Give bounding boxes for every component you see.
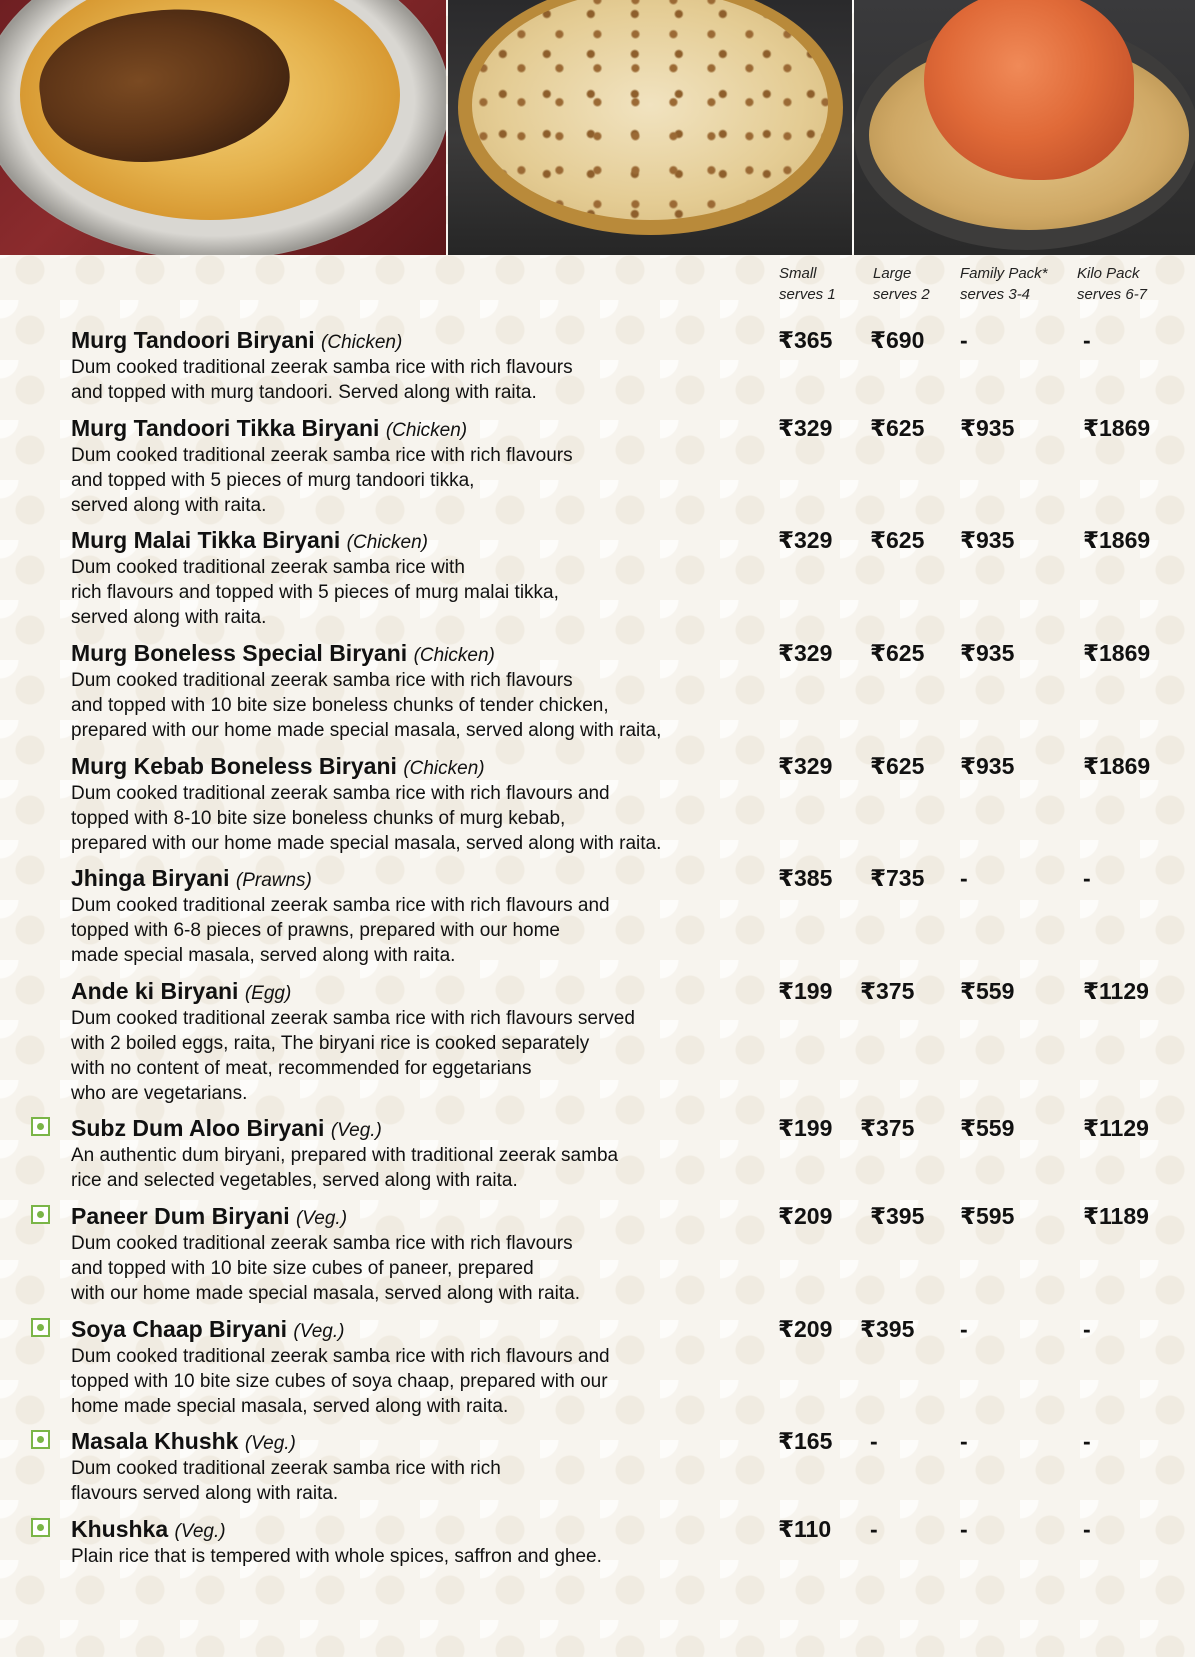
photo-strip — [0, 0, 1195, 255]
item-description-line: home made special masala, served along with raita. — [71, 1396, 509, 1417]
item-description — [71, 1456, 501, 1506]
price-kilo-pack: ₹1129 — [1083, 1115, 1149, 1141]
item-name: Khushka — [71, 1516, 169, 1542]
column-serves: serves 1 — [779, 286, 836, 303]
item-title — [71, 639, 495, 670]
item-description-line: topped with 6-8 pieces of prawns, prepared with our home — [71, 920, 560, 941]
price-kilo-pack: ₹1129 — [1083, 978, 1149, 1004]
item-description — [71, 781, 661, 856]
item-title — [71, 1427, 296, 1458]
item-name: Ande ki Biryani — [71, 978, 239, 1004]
veg-symbol-icon — [31, 1318, 50, 1337]
price-kilo-pack: - — [1083, 1316, 1091, 1342]
price-small: ₹329 — [778, 527, 833, 553]
item-description-line: prepared with our home made special masala, served along with raita. — [71, 833, 662, 854]
item-category: (Veg.) — [293, 1321, 345, 1342]
item-category: (Chicken) — [385, 420, 468, 441]
column-name: Family Pack* — [960, 265, 1048, 282]
item-title — [71, 1202, 347, 1233]
price-kilo-pack: - — [1083, 327, 1091, 353]
item-name: Soya Chaap Biryani — [71, 1316, 288, 1342]
price-large: ₹625 — [870, 640, 925, 666]
price-small: ₹385 — [778, 865, 833, 891]
item-title — [71, 1114, 382, 1145]
item-name: Murg Tandoori Tikka Biryani — [71, 415, 380, 441]
item-title — [71, 1315, 344, 1346]
item-category: (Chicken) — [321, 332, 403, 353]
price-small: ₹329 — [778, 640, 833, 666]
veg-symbol-icon — [31, 1117, 50, 1136]
column-name: Large — [873, 265, 912, 282]
price-family-pack: ₹935 — [960, 753, 1015, 779]
price-large: ₹735 — [870, 865, 925, 891]
price-kilo-pack: - — [1083, 1428, 1091, 1454]
price-small: ₹329 — [778, 415, 833, 441]
price-large: ₹395 — [870, 1203, 925, 1229]
item-description-line: and topped with murg tandoori. Served along with raita. — [71, 382, 537, 403]
item-description — [71, 555, 559, 630]
price-family-pack: - — [960, 1316, 968, 1342]
item-description-line: rich flavours and topped with 5 pieces of murg malai tikka, — [71, 582, 559, 603]
item-description — [71, 668, 661, 743]
price-family-pack: - — [960, 327, 968, 353]
item-title — [71, 977, 291, 1008]
price-large: ₹625 — [870, 415, 925, 441]
item-description-line: rice and selected vegetables, served along with raita. — [71, 1170, 518, 1191]
item-category: (Chicken) — [413, 645, 495, 666]
item-description-line: flavours served along with raita. — [71, 1483, 339, 1504]
price-small: ₹209 — [778, 1203, 833, 1229]
item-description — [71, 1143, 618, 1193]
item-description-line: topped with 8-10 bite size boneless chunks of murg kebab, — [71, 808, 566, 829]
price-large: ₹690 — [870, 327, 925, 353]
column-name: Kilo Pack — [1077, 265, 1140, 282]
item-category: (Veg.) — [174, 1521, 226, 1542]
column-header-large — [873, 263, 930, 305]
item-title — [71, 752, 485, 783]
item-category: (Veg.) — [295, 1208, 348, 1229]
item-description-line: An authentic dum biryani, prepared with traditional zeerak samba — [71, 1145, 619, 1166]
price-small: ₹199 — [778, 978, 833, 1004]
item-category: (Egg) — [244, 983, 292, 1004]
column-header-kilo-pack — [1077, 263, 1147, 305]
price-large: ₹375 — [860, 1115, 915, 1141]
item-description-line: Dum cooked traditional zeerak samba rice with rich flavours — [71, 670, 573, 691]
item-description-line: and topped with 5 pieces of murg tandoori tikka, — [71, 470, 475, 491]
price-large: ₹395 — [860, 1316, 915, 1342]
item-description-line: Dum cooked traditional zeerak samba rice with rich flavours — [71, 1233, 573, 1254]
price-family-pack: ₹559 — [960, 1115, 1015, 1141]
price-family-pack: ₹935 — [960, 527, 1015, 553]
item-category: (Veg.) — [244, 1433, 296, 1454]
item-description — [71, 1006, 635, 1106]
column-header-family-pack — [960, 263, 1048, 305]
item-description-line: made special masala, served along with raita. — [71, 945, 456, 966]
price-large: - — [870, 1516, 878, 1542]
item-description-line: Plain rice that is tempered with whole spices, saffron and ghee. — [71, 1546, 602, 1567]
item-description-line: Dum cooked traditional zeerak samba rice with rich flavours and — [71, 1346, 610, 1367]
tandoori-biryani-photo — [0, 0, 446, 255]
price-family-pack: - — [960, 865, 968, 891]
item-name: Subz Dum Aloo Biryani — [71, 1115, 325, 1141]
column-serves: serves 3-4 — [960, 286, 1031, 303]
price-large: - — [870, 1428, 878, 1454]
item-name: Murg Kebab Boneless Biryani — [71, 753, 397, 779]
veg-symbol-icon — [31, 1518, 50, 1537]
item-category: (Chicken) — [346, 532, 428, 553]
price-kilo-pack: - — [1083, 1516, 1091, 1542]
item-description — [71, 893, 610, 968]
keema-biryani-photo — [448, 0, 852, 255]
price-small: ₹165 — [778, 1428, 833, 1454]
price-family-pack: - — [960, 1516, 968, 1542]
column-name: Small — [779, 265, 817, 282]
item-description — [71, 443, 573, 518]
item-description-line: with no content of meat, recommended for eggetarians — [71, 1058, 532, 1079]
item-description — [71, 1231, 580, 1306]
item-title — [71, 1515, 226, 1546]
item-description-line: Dum cooked traditional zeerak samba rice with rich — [71, 1458, 501, 1479]
item-description-line: with our home made special masala, served along with raita. — [71, 1283, 581, 1304]
price-small: ₹365 — [778, 327, 833, 353]
price-family-pack: ₹595 — [960, 1203, 1015, 1229]
item-name: Murg Malai Tikka Biryani — [71, 527, 341, 553]
veg-symbol-icon — [31, 1430, 50, 1449]
item-category: (Prawns) — [235, 870, 312, 891]
column-serves: serves 6-7 — [1077, 286, 1148, 303]
price-large: ₹375 — [860, 978, 915, 1004]
price-kilo-pack: ₹1869 — [1083, 415, 1151, 441]
item-category: (Veg.) — [330, 1120, 382, 1141]
tikka-biryani-photo — [854, 0, 1195, 255]
price-small: ₹329 — [778, 753, 833, 779]
item-name: Jhinga Biryani — [71, 865, 230, 891]
item-name: Masala Khushk — [71, 1428, 239, 1454]
price-small: ₹199 — [778, 1115, 833, 1141]
item-description-line: Dum cooked traditional zeerak samba rice with rich flavours and — [71, 895, 610, 916]
veg-symbol-icon — [31, 1205, 50, 1224]
price-small: ₹110 — [778, 1516, 832, 1542]
item-description-line: topped with 10 bite size cubes of soya chaap, prepared with our — [71, 1371, 608, 1392]
item-category: (Chicken) — [403, 758, 485, 779]
item-description-line: with 2 boiled eggs, raita, The biryani rice is cooked separately — [71, 1033, 590, 1054]
price-family-pack: ₹935 — [960, 415, 1015, 441]
price-family-pack: ₹559 — [960, 978, 1015, 1004]
item-title — [71, 414, 467, 445]
price-kilo-pack: ₹1869 — [1083, 753, 1151, 779]
item-description-line: and topped with 10 bite size cubes of paneer, prepared — [71, 1258, 534, 1279]
item-title — [71, 326, 402, 357]
column-header-small — [779, 263, 836, 305]
item-description-line: prepared with our home made special masala, served along with raita, — [71, 720, 662, 741]
column-serves: serves 2 — [873, 286, 930, 303]
price-kilo-pack: ₹1869 — [1083, 527, 1151, 553]
price-family-pack: - — [960, 1428, 968, 1454]
item-title — [71, 526, 428, 557]
item-name: Murg Tandoori Biryani — [71, 327, 315, 353]
item-description — [71, 1344, 610, 1419]
item-name: Murg Boneless Special Biryani — [71, 640, 408, 666]
item-description-line: served along with raita. — [71, 607, 267, 628]
price-kilo-pack: ₹1869 — [1083, 640, 1151, 666]
item-description-line: and topped with 10 bite size boneless chunks of tender chicken, — [71, 695, 609, 716]
price-family-pack: ₹935 — [960, 640, 1015, 666]
item-name: Paneer Dum Biryani — [71, 1203, 290, 1229]
item-description-line: Dum cooked traditional zeerak samba rice with rich flavours and — [71, 783, 610, 804]
item-description-line: who are vegetarians. — [71, 1083, 248, 1104]
item-description-line: Dum cooked traditional zeerak samba rice with rich flavours — [71, 357, 573, 378]
item-description-line: Dum cooked traditional zeerak samba rice with — [71, 557, 465, 578]
price-kilo-pack: - — [1083, 865, 1091, 891]
price-large: ₹625 — [870, 527, 925, 553]
price-column-headers — [0, 263, 1195, 309]
item-description — [71, 1544, 602, 1569]
item-title — [71, 864, 312, 895]
item-description-line: served along with raita. — [71, 495, 267, 516]
price-small: ₹209 — [778, 1316, 833, 1342]
item-description-line: Dum cooked traditional zeerak samba rice with rich flavours served — [71, 1008, 635, 1029]
item-description — [71, 355, 573, 405]
item-description-line: Dum cooked traditional zeerak samba rice with rich flavours — [71, 445, 573, 466]
price-kilo-pack: ₹1189 — [1083, 1203, 1149, 1229]
price-large: ₹625 — [870, 753, 925, 779]
